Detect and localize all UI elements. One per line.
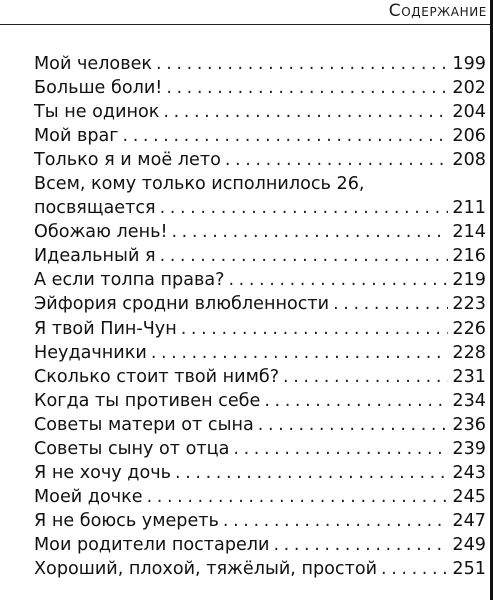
toc-entry-title: Только я и моё лето xyxy=(34,150,221,171)
toc-entry-page: 251 xyxy=(452,558,486,579)
leader-dots xyxy=(156,52,448,76)
toc-entry xyxy=(34,220,486,244)
leader-dots xyxy=(172,220,449,244)
leader-dots xyxy=(160,244,449,268)
leader-dots xyxy=(151,341,449,365)
toc-entry xyxy=(34,172,486,220)
toc-entry-title: Сколько стоит твой нимб? xyxy=(34,366,280,387)
toc-entry xyxy=(34,244,486,268)
toc-entry-title: Неудачники xyxy=(34,342,147,363)
toc-entry-title: Мой враг xyxy=(34,126,119,147)
leader-dots xyxy=(233,437,448,461)
toc-entry-title-line1: Всем, кому только исполнилось 26, xyxy=(34,174,365,195)
toc-entry-page: 247 xyxy=(452,510,486,531)
leader-dots xyxy=(283,365,448,389)
toc-entry-row2 xyxy=(34,196,486,220)
toc-entry-title: Я не хочу дочь xyxy=(34,462,172,483)
toc-entry-page: 214 xyxy=(452,222,486,243)
toc-entry xyxy=(34,317,486,341)
leader-dots xyxy=(175,461,448,485)
toc-entry-title: Мои родители постарели xyxy=(34,534,270,555)
toc-entry-title: Я твой Пин-Чун xyxy=(34,318,177,339)
toc-entry xyxy=(34,437,486,461)
toc-entry-title: А если толпа права? xyxy=(34,270,225,291)
leader-dots xyxy=(160,196,449,220)
toc-entry xyxy=(34,124,486,148)
toc-entry-title: посвящается xyxy=(34,198,156,219)
toc-entry xyxy=(34,413,486,437)
toc-entry-title: Мой человек xyxy=(34,54,153,74)
toc-entry-title: Я не боюсь умереть xyxy=(34,510,219,531)
running-header xyxy=(0,0,493,25)
toc-entry-title: Когда ты противен себе xyxy=(34,390,261,411)
toc-entry-page: 219 xyxy=(452,270,486,291)
toc-entry-title: Идеальный я xyxy=(34,246,156,267)
toc-entry-page: 249 xyxy=(452,534,486,555)
leader-dots xyxy=(333,292,448,316)
toc-entry-page: 199 xyxy=(452,54,486,74)
toc-entry-page: 206 xyxy=(452,126,486,147)
toc-entry-page: 236 xyxy=(452,414,486,435)
toc-entry xyxy=(34,365,486,389)
toc-entry xyxy=(34,533,486,557)
toc-entry xyxy=(34,292,486,316)
toc-entry-title: Ты не одинок xyxy=(34,102,160,123)
leader-dots xyxy=(163,100,448,124)
toc-entry xyxy=(34,268,486,292)
header-title: Содержание xyxy=(388,1,487,21)
table-of-contents xyxy=(34,52,486,581)
toc-entry xyxy=(34,52,486,76)
toc-entry-title: Хороший, плохой, тяжёлый, простой xyxy=(34,558,378,579)
leader-dots xyxy=(147,485,449,509)
toc-entry-page: 228 xyxy=(452,342,486,363)
toc-entry-title: Обожаю лень! xyxy=(34,222,168,243)
leader-dots xyxy=(123,124,449,148)
toc-entry-page: 231 xyxy=(452,366,486,387)
toc-entry xyxy=(34,76,486,100)
toc-entry xyxy=(34,461,486,485)
toc-entry xyxy=(34,100,486,124)
leader-dots xyxy=(381,557,448,581)
toc-entry-title: Советы сыну от отца xyxy=(34,438,230,459)
toc-entry-page: 223 xyxy=(452,294,486,315)
toc-entry-page: 245 xyxy=(452,486,486,507)
leader-dots xyxy=(223,509,448,533)
leader-dots xyxy=(228,268,448,292)
toc-entry xyxy=(34,509,486,533)
toc-entry-page: 204 xyxy=(452,102,486,123)
toc-entry-title: Больше боли! xyxy=(34,78,163,99)
leader-dots xyxy=(225,148,449,172)
toc-entry-page: 208 xyxy=(452,150,486,171)
leader-dots xyxy=(258,413,449,437)
leader-dots xyxy=(274,533,449,557)
leader-dots xyxy=(166,76,448,100)
toc-entry xyxy=(34,148,486,172)
toc-entry-page: 234 xyxy=(452,390,486,411)
toc-entry-page: 211 xyxy=(452,198,486,219)
toc-entry-title: Советы матери от сына xyxy=(34,414,254,435)
toc-entry xyxy=(34,389,486,413)
toc-entry-page: 239 xyxy=(452,438,486,459)
leader-dots xyxy=(264,389,448,413)
toc-entry-title: Моей дочке xyxy=(34,486,143,507)
leader-dots xyxy=(181,317,449,341)
toc-entry xyxy=(34,341,486,365)
toc-entry-page: 216 xyxy=(452,246,486,267)
toc-entry xyxy=(34,557,486,581)
toc-entry-page: 226 xyxy=(452,318,486,339)
toc-entry-page: 243 xyxy=(452,462,486,483)
toc-entry-title: Эйфория сродни влюбленности xyxy=(34,294,330,315)
toc-entry xyxy=(34,485,486,509)
toc-entry-page: 202 xyxy=(452,78,486,99)
